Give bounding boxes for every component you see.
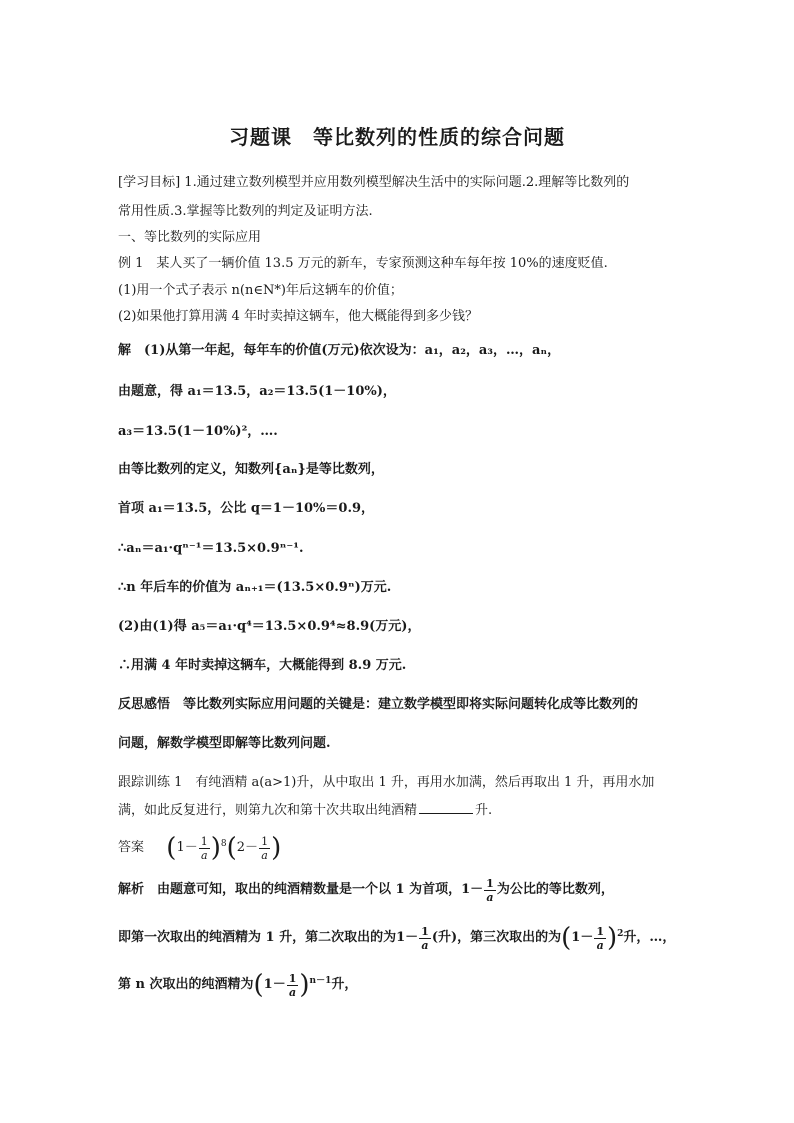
solution-line-8: (2)由(1)得 a₅＝a₁·q⁴＝13.5×0.9⁴≈8.9(万元)， <box>118 619 421 634</box>
practice-text: 满，如此反复进行，则第九次和第十次共取出纯酒精 <box>118 803 418 818</box>
answer-blank <box>419 801 473 814</box>
analysis-line-2: 即第一次取出的纯酒精为 1 升，第二次取出的为1－ $\frac{1}{a}$ (升)，第三次取出的为(1－ $\frac{1}{a}$ )$^2$升，…， <box>118 923 676 953</box>
solution-line-2: 由题意，得 a₁＝13.5，a₂＝13.5(1－10%)， <box>118 384 396 399</box>
analysis-line-1: 解析 由题意可知，取出的纯酒精数量是一个以 1 为首项，1－ $\frac{1}{a}$ 为公比的等比数列， <box>118 876 614 904</box>
solution-line-3: a₃＝13.5(1－10%)²，…. <box>118 424 278 439</box>
analysis-fraction-2: $\frac{1}{a}$ <box>421 924 429 952</box>
solution-line-5: 首项 a₁＝13.5，公比 q＝1－10%＝0.9， <box>118 501 375 516</box>
practice-line-2 <box>118 801 688 819</box>
solution-line-9: ∴用满 4 年时卖掉这辆车，大概能得到 8.9 万元. <box>118 658 407 673</box>
analysis-fraction-4: $\frac{1}{a}$ <box>288 971 297 999</box>
answer-one-minus: 1－ <box>176 840 198 855</box>
analysis-fraction-3: $\frac{1}{a}$ <box>596 924 604 952</box>
answer-two-minus: 2－ <box>236 840 259 855</box>
analysis-line-3: 第 n 次取出的纯酒精为(1－ $\frac{1}{a}$ )$^{n-1}$升， <box>118 970 358 1000</box>
section-heading: 一、等比数列的实际应用 <box>118 230 262 245</box>
example-stem: 例 1 某人买了一辆价值 13.5 万元的新车，专家预测这种车每年按 10%的速度贬值. <box>118 256 608 271</box>
answer-line: 答案 (1－ $\frac{1}{a}$ )$^8$(2－ $\frac{1}{a}$ ) <box>118 828 688 868</box>
answer-label: 答案 <box>118 840 145 855</box>
answer-fraction-1: $\frac{1}{a}$ <box>200 834 208 862</box>
solution-line-1: 解 (1)从第一年起，每年车的价值(万元)依次设为：a₁，a₂，a₃，…，aₙ， <box>118 343 561 358</box>
objectives-line-2: 常用性质.3.掌握等比数列的判定及证明方法. <box>118 204 373 219</box>
solution-line-4: 由等比数列的定义，知数列{aₙ}是等比数列， <box>118 462 384 477</box>
answer-exponent: 8 <box>220 839 227 850</box>
reflection-line-1: 反思感悟 等比数列实际应用问题的关键是：建立数学模型即将实际问题转化成等比数列的 <box>118 697 639 712</box>
solution-line-6: ∴aₙ＝a₁·qⁿ⁻¹＝13.5×0.9ⁿ⁻¹. <box>118 541 304 556</box>
example-question-2: (2)如果他打算用满 4 年时卖掉这辆车，他大概能得到多少钱？ <box>118 309 478 324</box>
example-question-1: (1)用一个式子表示 n(n∈N*)年后这辆车的价值； <box>118 283 403 298</box>
reflection-line-2: 问题，解数学模型即解等比数列问题. <box>118 736 331 751</box>
answer-fraction-2: $\frac{1}{a}$ <box>261 834 269 862</box>
practice-line-1: 跟踪训练 1 有纯酒精 a(a>1)升，从中取出 1 升，再用水加满，然后再取出 1 升，再用水加 <box>118 775 655 790</box>
analysis-fraction-1: $\frac{1}{a}$ <box>486 876 494 904</box>
solution-line-7: ∴n 年后车的价值为 aₙ₊₁＝(13.5×0.9ⁿ)万元. <box>118 580 392 595</box>
objectives-text-1: 1.通过建立数列模型并应用数列模型解决生活中的实际问题.2.理解等比数列的 <box>184 175 630 190</box>
objectives-line-1 <box>118 175 688 191</box>
objectives-tag: [学习目标] <box>118 175 181 190</box>
page-title: 习题课 等比数列的性质的综合问题 <box>229 125 565 149</box>
practice-unit: 升. <box>475 803 493 818</box>
